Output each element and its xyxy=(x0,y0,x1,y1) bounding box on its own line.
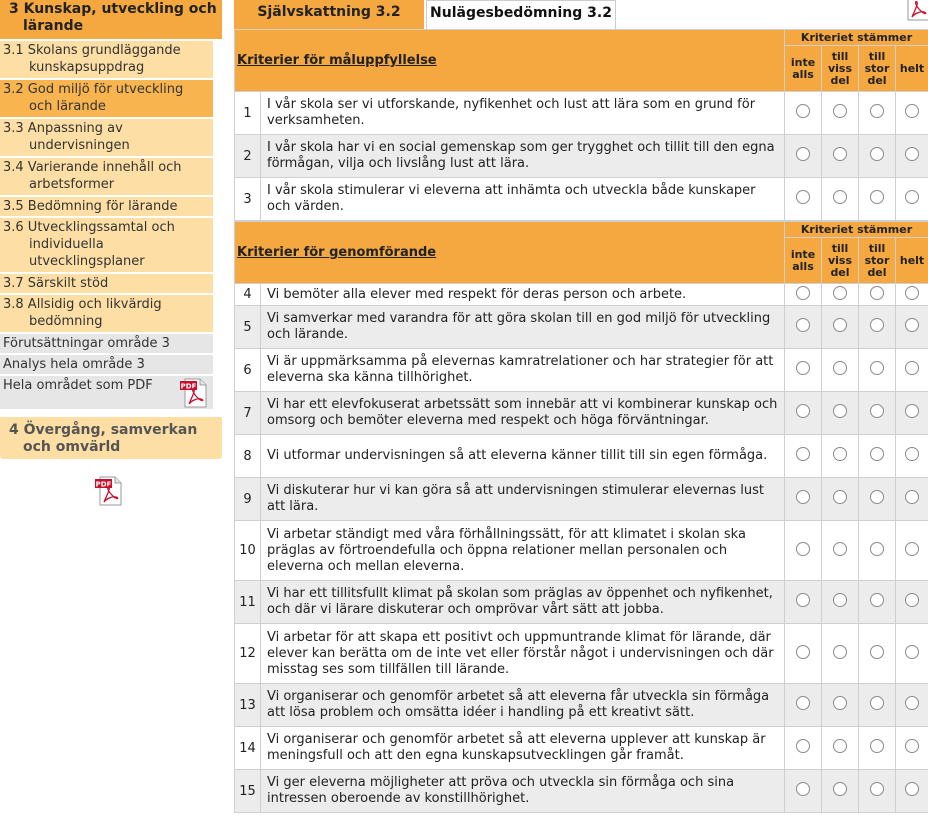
radio-till-viss-del[interactable] xyxy=(833,696,847,710)
rating-cell xyxy=(822,624,859,684)
radio-till-stor-del[interactable] xyxy=(870,361,884,375)
table-row xyxy=(235,178,928,221)
main-content xyxy=(234,0,928,820)
criterion-text: Vi har ett tillitsfullt klimat på skolan som präglas av öppenhet och nyfikenhet, och där vi lärare diskuterar och omprövar vårt sätt att jobba. xyxy=(261,581,785,624)
radio-till-viss-del[interactable] xyxy=(833,447,847,461)
rating-cell xyxy=(822,349,859,392)
radio-helt[interactable] xyxy=(905,361,919,375)
rating-cell xyxy=(859,392,896,435)
radio-inte-alls[interactable] xyxy=(796,104,810,118)
rating-cell xyxy=(785,178,822,221)
rating-cell xyxy=(896,684,928,727)
radio-till-viss-del[interactable] xyxy=(833,593,847,607)
table-row xyxy=(235,770,928,813)
radio-helt[interactable] xyxy=(905,318,919,332)
criterion-number: 14 xyxy=(235,727,261,770)
criterion-text: Vi bemöter alla elever med respekt för deras person och arbete. xyxy=(261,284,785,306)
rating-cell xyxy=(896,306,928,349)
rating-cell xyxy=(785,521,822,581)
rating-cell xyxy=(896,178,928,221)
rating-group-label: Kriteriet stämmer xyxy=(785,30,928,46)
criterion-text: I vår skola ser vi utforskande, nyfikenhet och lust att lära som en grund för verksamheten. xyxy=(261,92,785,135)
sidebar xyxy=(0,0,224,820)
radio-inte-alls[interactable] xyxy=(796,593,810,607)
radio-till-viss-del[interactable] xyxy=(833,361,847,375)
tab-nulagesbedomning[interactable]: Nulägesbedömning 3.2 xyxy=(426,0,616,29)
criteria-table-maluppfyllelse xyxy=(234,29,928,221)
radio-till-stor-del[interactable] xyxy=(870,447,884,461)
rating-cell xyxy=(822,770,859,813)
rating-cell xyxy=(822,92,859,135)
rating-cell xyxy=(822,178,859,221)
rating-cell xyxy=(822,306,859,349)
radio-till-viss-del[interactable] xyxy=(833,104,847,118)
radio-inte-alls[interactable] xyxy=(796,782,810,796)
rating-cell xyxy=(785,435,822,478)
pdf-icon-label: PDF xyxy=(95,480,112,489)
sidebar-item-analys[interactable] xyxy=(0,355,213,376)
table-header-row xyxy=(235,222,928,238)
sidebar-item-3-6[interactable] xyxy=(0,218,213,274)
radio-helt[interactable] xyxy=(905,782,919,796)
table-row xyxy=(235,435,928,478)
criterion-number: 12 xyxy=(235,624,261,684)
criterion-text: Vi arbetar för att skapa ett positivt och uppmuntrande klimat för lärande, där elever kan berätta om de inte vet eller förstår något i undervisningen och där misstag ses som tillfällen till lärande. xyxy=(261,624,785,684)
rating-cell xyxy=(896,135,928,178)
sidebar-item-label: 3.4 Varierande innehåll och arbetsformer xyxy=(3,160,182,192)
radio-till-viss-del[interactable] xyxy=(833,286,847,300)
criteria-table-genomforande xyxy=(234,221,928,813)
table-title: Kriterier för måluppfyllelse xyxy=(235,30,785,92)
tab-bar xyxy=(234,0,928,29)
sidebar-item-label: Förutsättningar område 3 xyxy=(3,336,170,351)
rating-option-label: till viss del xyxy=(822,238,859,284)
rating-cell xyxy=(822,684,859,727)
rating-cell xyxy=(859,92,896,135)
radio-helt[interactable] xyxy=(905,490,919,504)
criterion-number: 7 xyxy=(235,392,261,435)
radio-helt[interactable] xyxy=(905,404,919,418)
pdf-icon[interactable] xyxy=(179,377,211,409)
radio-till-stor-del[interactable] xyxy=(870,104,884,118)
pdf-icon-label: PDF xyxy=(180,382,197,391)
rating-cell xyxy=(859,684,896,727)
rating-group-label: Kriteriet stämmer xyxy=(785,222,928,238)
radio-helt[interactable] xyxy=(905,286,919,300)
rating-cell xyxy=(896,92,928,135)
rating-cell xyxy=(896,435,928,478)
criterion-text: Vi organiserar och genomför arbetet så att eleverna upplever att kunskap är meningsfull och att den egna kunskapsutvecklingen går framåt. xyxy=(261,727,785,770)
sidebar-item-3-5[interactable] xyxy=(0,197,213,218)
rating-cell xyxy=(859,284,896,306)
sidebar-item-label: 3.8 Allsidig och likvärdig bedömning xyxy=(3,297,162,329)
criterion-number: 6 xyxy=(235,349,261,392)
rating-option-label: inte alls xyxy=(785,46,822,92)
rating-cell xyxy=(896,349,928,392)
sidebar-item-label: Analys hela område 3 xyxy=(3,357,145,372)
criterion-text: Vi organiserar och genomför arbetet så att eleverna får utveckla sin förmåga att lösa problem och omsätta idéer i handling på ett kreativt sätt. xyxy=(261,684,785,727)
criterion-number: 10 xyxy=(235,521,261,581)
radio-helt[interactable] xyxy=(905,593,919,607)
radio-till-stor-del[interactable] xyxy=(870,404,884,418)
rating-cell xyxy=(896,624,928,684)
rating-cell xyxy=(896,581,928,624)
rating-cell xyxy=(896,392,928,435)
table-row xyxy=(235,478,928,521)
rating-cell xyxy=(859,435,896,478)
tab-sjalvskattning[interactable]: Självskattning 3.2 xyxy=(234,0,424,29)
rating-option-label: helt xyxy=(896,46,928,92)
sidebar-item-label: 3.3 Anpassning av undervisningen xyxy=(3,121,130,153)
rating-cell xyxy=(785,624,822,684)
radio-inte-alls[interactable] xyxy=(796,286,810,300)
criterion-number: 9 xyxy=(235,478,261,521)
radio-helt[interactable] xyxy=(905,696,919,710)
table-title: Kriterier för genomförande xyxy=(235,222,785,284)
criterion-text: Vi utformar undervisningen så att eleverna känner tillit till sin egen förmåga. xyxy=(261,435,785,478)
radio-till-stor-del[interactable] xyxy=(870,593,884,607)
sidebar-section-4-label: 4 Övergång, samverkan och omvärld xyxy=(9,422,198,455)
radio-helt[interactable] xyxy=(905,147,919,161)
criterion-number: 13 xyxy=(235,684,261,727)
radio-till-stor-del[interactable] xyxy=(870,190,884,204)
sidebar-item-label: Hela området som PDF xyxy=(3,378,153,393)
sidebar-item-3-1[interactable] xyxy=(0,41,213,80)
sidebar-item-label: 3.5 Bedömning för lärande xyxy=(3,199,178,214)
radio-till-viss-del[interactable] xyxy=(833,318,847,332)
rating-cell xyxy=(822,727,859,770)
radio-helt[interactable] xyxy=(905,542,919,556)
radio-helt[interactable] xyxy=(905,739,919,753)
rating-cell xyxy=(785,349,822,392)
criteria-rows xyxy=(235,284,928,813)
criterion-text: Vi har ett elevfokuserat arbetssätt som innebär att vi kombinerar kunskap och omsorg och bemöter eleverna med respekt och höga förväntningar. xyxy=(261,392,785,435)
rating-cell xyxy=(859,624,896,684)
criterion-text: Vi diskuterar hur vi kan göra så att undervisningen stimulerar elevernas lust att lära. xyxy=(261,478,785,521)
radio-till-viss-del[interactable] xyxy=(833,739,847,753)
criterion-number: 1 xyxy=(235,92,261,135)
rating-cell xyxy=(896,478,928,521)
rating-option-label: inte alls xyxy=(785,238,822,284)
rating-cell xyxy=(822,392,859,435)
rating-cell xyxy=(822,284,859,306)
criterion-number: 15 xyxy=(235,770,261,813)
sidebar-item-3-7[interactable] xyxy=(0,274,213,295)
rating-cell xyxy=(859,306,896,349)
sidebar-item-3-2[interactable] xyxy=(0,80,213,119)
table-row xyxy=(235,135,928,178)
sidebar-item-3-4[interactable] xyxy=(0,158,213,197)
radio-till-stor-del[interactable] xyxy=(870,696,884,710)
rating-cell xyxy=(785,727,822,770)
sidebar-section-3[interactable] xyxy=(0,0,222,39)
rating-cell xyxy=(859,478,896,521)
radio-helt[interactable] xyxy=(905,645,919,659)
rating-cell xyxy=(859,178,896,221)
table-row xyxy=(235,581,928,624)
rating-cell xyxy=(859,727,896,770)
radio-inte-alls[interactable] xyxy=(796,147,810,161)
rating-cell xyxy=(896,727,928,770)
criterion-number: 8 xyxy=(235,435,261,478)
table-row xyxy=(235,521,928,581)
radio-inte-alls[interactable] xyxy=(796,447,810,461)
radio-helt[interactable] xyxy=(905,190,919,204)
rating-cell xyxy=(859,521,896,581)
pdf-icon[interactable] xyxy=(94,475,126,507)
radio-inte-alls[interactable] xyxy=(796,318,810,332)
radio-till-viss-del[interactable] xyxy=(833,542,847,556)
radio-till-viss-del[interactable] xyxy=(833,490,847,504)
rating-cell xyxy=(896,521,928,581)
rating-cell xyxy=(896,284,928,306)
sidebar-item-label: 3.7 Särskilt stöd xyxy=(3,276,109,291)
table-row xyxy=(235,349,928,392)
table-row xyxy=(235,392,928,435)
table-row xyxy=(235,727,928,770)
table-row xyxy=(235,306,928,349)
table-row xyxy=(235,284,928,306)
criterion-number: 4 xyxy=(235,284,261,306)
rating-cell xyxy=(822,435,859,478)
criterion-number: 11 xyxy=(235,581,261,624)
radio-inte-alls[interactable] xyxy=(796,696,810,710)
rating-cell xyxy=(785,392,822,435)
rating-option-label: helt xyxy=(896,238,928,284)
pdf-icon[interactable] xyxy=(902,0,928,22)
radio-till-viss-del[interactable] xyxy=(833,190,847,204)
radio-inte-alls[interactable] xyxy=(796,404,810,418)
radio-inte-alls[interactable] xyxy=(796,739,810,753)
sidebar-item-label: 3.2 God miljö för utveckling och lärande xyxy=(3,82,184,114)
sidebar-section-3-label: 3 Kunskap, utveckling och lärande xyxy=(9,1,217,34)
radio-inte-alls[interactable] xyxy=(796,490,810,504)
criteria-rows xyxy=(235,92,928,221)
radio-inte-alls[interactable] xyxy=(796,190,810,204)
radio-till-stor-del[interactable] xyxy=(870,542,884,556)
criterion-text: Vi arbetar ständigt med våra förhållningssätt, för att klimatet i skolan ska präglas av förtroendefulla och öppna relationer mellan personalen och eleverna och mellan eleverna. xyxy=(261,521,785,581)
radio-till-viss-del[interactable] xyxy=(833,147,847,161)
radio-helt[interactable] xyxy=(905,104,919,118)
radio-till-stor-del[interactable] xyxy=(870,739,884,753)
criterion-number: 3 xyxy=(235,178,261,221)
radio-inte-alls[interactable] xyxy=(796,361,810,375)
radio-till-viss-del[interactable] xyxy=(833,782,847,796)
criterion-text: I vår skola stimulerar vi eleverna att inhämta och utveckla både kunskaper och värden. xyxy=(261,178,785,221)
rating-option-label: till stor del xyxy=(859,46,896,92)
rating-cell xyxy=(785,478,822,521)
rating-cell xyxy=(822,135,859,178)
criterion-number: 5 xyxy=(235,306,261,349)
rating-cell xyxy=(785,306,822,349)
table-row xyxy=(235,624,928,684)
rating-cell xyxy=(822,521,859,581)
radio-till-stor-del[interactable] xyxy=(870,286,884,300)
rating-option-label: till stor del xyxy=(859,238,896,284)
radio-till-viss-del[interactable] xyxy=(833,645,847,659)
rating-cell xyxy=(785,92,822,135)
rating-cell xyxy=(822,581,859,624)
criterion-text: I vår skola har vi en social gemenskap som ger trygghet och tillit till den egna förmågan, vilja och livslång lust att lära. xyxy=(261,135,785,178)
rating-cell xyxy=(785,284,822,306)
radio-till-stor-del[interactable] xyxy=(870,645,884,659)
rating-cell xyxy=(859,581,896,624)
criterion-text: Vi ger eleverna möjligheter att pröva och utveckla sin förmåga och sina intressen oberoende av konstillhörighet. xyxy=(261,770,785,813)
criterion-number: 2 xyxy=(235,135,261,178)
table-header-row xyxy=(235,30,928,46)
rating-cell xyxy=(785,684,822,727)
rating-cell xyxy=(785,581,822,624)
radio-inte-alls[interactable] xyxy=(796,645,810,659)
sidebar-section-4[interactable] xyxy=(0,417,222,459)
criterion-text: Vi samverkar med varandra för att göra skolan till en god miljö för utveckling och lärande. xyxy=(261,306,785,349)
rating-cell xyxy=(822,478,859,521)
sidebar-item-3-3[interactable] xyxy=(0,119,213,158)
radio-till-stor-del[interactable] xyxy=(870,782,884,796)
rating-option-label: till viss del xyxy=(822,46,859,92)
radio-till-stor-del[interactable] xyxy=(870,147,884,161)
radio-till-stor-del[interactable] xyxy=(870,490,884,504)
radio-helt[interactable] xyxy=(905,447,919,461)
criterion-text: Vi är uppmärksamma på elevernas kamratrelationer och har strategier för att eleverna ska känna tillhörighet. xyxy=(261,349,785,392)
sidebar-item-label: 3.6 Utvecklingssamtal och individuella utvecklingsplaner xyxy=(3,220,175,269)
rating-cell xyxy=(859,349,896,392)
rating-cell xyxy=(785,770,822,813)
sidebar-item-label: 3.1 Skolans grundläggande kunskapsuppdrag xyxy=(3,43,181,75)
sidebar-item-3-8[interactable] xyxy=(0,295,213,334)
radio-till-stor-del[interactable] xyxy=(870,318,884,332)
table-row xyxy=(235,92,928,135)
rating-cell xyxy=(859,135,896,178)
radio-till-viss-del[interactable] xyxy=(833,404,847,418)
radio-inte-alls[interactable] xyxy=(796,542,810,556)
table-row xyxy=(235,684,928,727)
rating-cell xyxy=(896,770,928,813)
sidebar-item-forutsattningar[interactable] xyxy=(0,334,213,355)
rating-cell xyxy=(859,770,896,813)
rating-cell xyxy=(785,135,822,178)
